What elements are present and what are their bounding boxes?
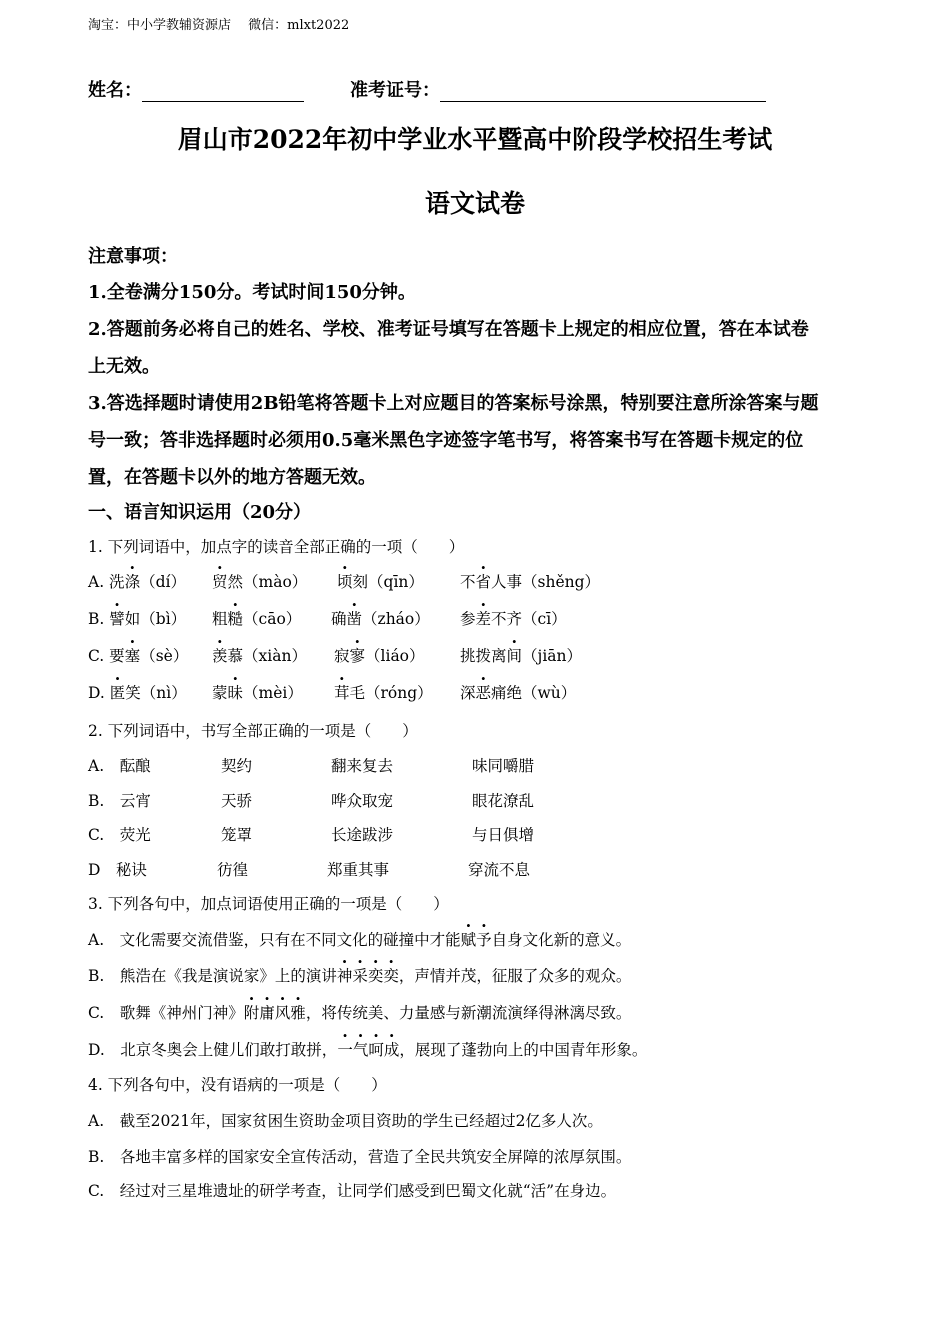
q4-option-a: A. 截至2021年，国家贫困生资助金项目资助的学生已经超过2亿多人次。 xyxy=(88,1112,603,1130)
q1-stem: 1. 下列词语中，加点字的读音全部正确的一项（ ） xyxy=(88,538,465,556)
q4-option-b: B. 各地丰富多样的国家安全宣传活动，营造了全民共筑安全屏障的浓厚氛围。 xyxy=(88,1148,632,1166)
note-2: 2.答题前务必将自己的姓名、学校、准考证号填写在答题卡上规定的相应位置，答在本试卷 xyxy=(88,319,809,340)
notes-heading: 注意事项： xyxy=(88,246,178,267)
ticket-label: 准考证号： xyxy=(350,80,440,101)
q3-stem: 3. 下列各句中，加点词语使用正确的一项是（ ） xyxy=(88,895,449,913)
q3-option-b: B. 熊浩在《我是演说家》上的演讲神采奕奕，声情并茂，征服了众多的观众。 xyxy=(88,967,632,985)
candidate-fields xyxy=(88,76,766,102)
note-2-cont: 上无效。 xyxy=(88,356,160,377)
name-blank xyxy=(142,81,304,102)
page-header: 淘宝：中小学教辅资源店 微信：mlxt2022 xyxy=(88,18,350,33)
q4-stem: 4. 下列各句中，没有语病的一项是（ ） xyxy=(88,1076,387,1094)
note-1: 1.全卷满分150分。考试时间150分钟。 xyxy=(88,282,416,303)
name-label: 姓名： xyxy=(88,80,142,101)
ticket-blank xyxy=(440,81,766,102)
note-3-end: 置，在答题卡以外的地方答题无效。 xyxy=(88,467,376,488)
exam-title: 眉山市2022年初中学业水平暨高中阶段学校招生考试 xyxy=(177,125,773,154)
q3-option-d: D. 北京冬奥会上健儿们敢打敢拼，一气呵成，展现了蓬勃向上的中国青年形象。 xyxy=(88,1041,648,1059)
section-1-heading: 一、语言知识运用（20分） xyxy=(88,502,312,523)
q3-option-a: A. 文化需要交流借鉴，只有在不同文化的碰撞中才能赋予自身文化新的意义。 xyxy=(88,931,632,949)
note-3-cont: 号一致；答非选择题时必须用0.5毫米黑色字迹签字笔书写，将答案书写在答题卡规定的位 xyxy=(88,430,804,451)
note-3: 3.答选择题时请使用2B铅笔将答题卡上对应题目的答案标号涂黑，特别要注意所涂答案与题 xyxy=(88,393,819,414)
q4-option-c: C. 经过对三星堆遗址的研学考查，让同学们感受到巴蜀文化就“活”在身边。 xyxy=(88,1182,617,1200)
exam-subtitle: 语文试卷 xyxy=(424,189,525,218)
q3-option-c: C. 歌舞《神州门神》附庸风雅，将传统美、力量感与新潮流演绎得淋漓尽致。 xyxy=(88,1004,632,1022)
q2-stem: 2. 下列词语中，书写全部正确的一项是（ ） xyxy=(88,722,418,740)
